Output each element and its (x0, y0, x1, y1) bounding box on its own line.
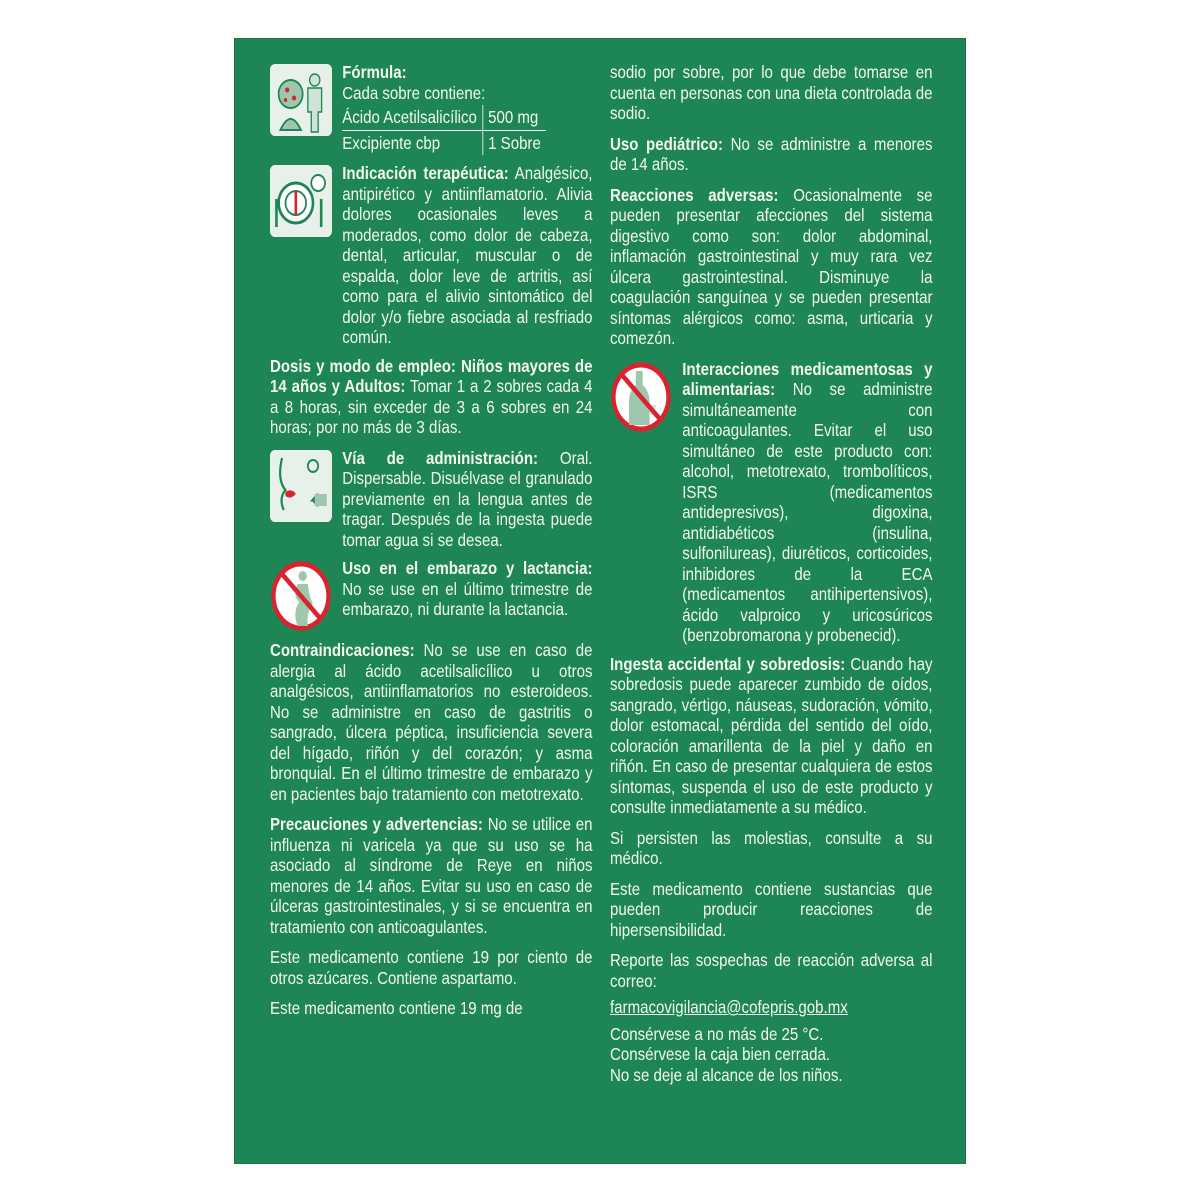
dosis-text: Tomar 1 a 2 sobres cada 4 a 8 horas, sin exceder de 3 a 6 sobres en 24 horas; por no más de 3 días. (270, 376, 593, 437)
hipersensibilidad-text: Este medicamento contiene sustancias que pueden producir reacciones de hipersensibilidad. (610, 878, 933, 940)
embarazo-text: No se use en el último trimestre de embarazo, ni durante la lactancia. (342, 578, 593, 619)
mouth-dissolve-icon (270, 450, 332, 522)
pediatrico-title: Uso pediátrico: (610, 133, 723, 154)
formula-value: 500 mg (483, 105, 546, 130)
reacciones-section (610, 185, 933, 349)
ingesta-title: Ingesta accidental y sobredosis: (610, 653, 846, 674)
conservese-1: Consérvese a no más de 25 °C. (610, 1023, 824, 1044)
dosis-title: Dosis y modo de empleo: Niños mayores de 14 años y Adultos: (270, 355, 593, 396)
pediatrico-text: No se administre a menores de 14 años. (610, 133, 933, 174)
no-alcohol-icon (610, 361, 672, 433)
contraindicaciones-section (270, 640, 593, 804)
interacciones-title: Interacciones medicamentosas y alimentarias: (682, 358, 933, 399)
embarazo-title: Uso en el embarazo y lactancia: (342, 558, 593, 578)
formula-value: 1 Sobre (483, 130, 546, 155)
sodio-text: Este medicamento contiene 19 mg de (270, 998, 523, 1018)
plate-utensils-icon (270, 165, 332, 237)
formula-name: Ácido Acetilsalicílico (342, 105, 482, 130)
body-pain-icon (270, 64, 332, 136)
table-row (342, 130, 546, 155)
indicacion-text: Analgésico, antipirético y antiinflamatorio. Alivia dolores ocasionales leves a moderados, como dolor de cabeza, dental, articular, muscular o de espalda, dolor leve de artritis, así como para el alivio sintomático del dolor y/o fiebre asociada al resfriado común. (342, 163, 593, 347)
reacciones-text: Ocasionalmente se pueden presentar afecciones del sistema digestivo como son: dolor abdominal, inflamación gastrointestinal y muy rara vez úlcera gastrointestinal. Disminuye la coagulación sanguínea y se pueden presentar síntomas alérgicos como: asma, urticaria y comezón. (610, 184, 933, 348)
precauciones-text: No se utilice en influenza ni varicela ya que su uso se ha asociado al síndrome de Reye en niños menores de 14 años. Evitar su uso en caso de úlceras gastrointestinales, y si se encuentra en tratamiento con anticoagulantes. (270, 814, 593, 937)
interacciones-section (610, 359, 933, 646)
email-text[interactable]: farmacovigilancia@cofepris.gob.mx (610, 997, 848, 1017)
reporte-text: Reporte las sospechas de reacción adversa al correo: (610, 950, 933, 991)
interacciones-text: No se administre simultáneamente con anticoagulantes. Evitar el uso simultáneo de este producto con: alcohol, metotrexato, trombolíticos, ISRS (medicamentos antidepresivos), digoxina, antidiabéticos (insulina, sulfonilureas), diuréticos, corticoides, inhibidores de la ECA (medicamentos antihipertensivos), ácido valproico y uricosúricos (benzobromarona y probenecid). (682, 379, 933, 645)
via-section (270, 448, 593, 551)
formula-section (270, 62, 593, 155)
dosis-section (270, 356, 593, 438)
sodio-cont: sodio por sobre, por lo que debe tomarse en cuenta en personas con una dieta controlada de sodio. (610, 62, 933, 123)
ingesta-text: Cuando hay sobredosis puede aparecer zumbido de oídos, sangrado, vértigo, náuseas, sudoración, vómito, dolor estomacal, pérdida del sentido del oído, coloración amarillenta de la piel y daño en riñón. En caso de presentar cualquiera de estos síntomas, suspenda el uso de este producto y consulte inmediatamente a su médico. (610, 653, 933, 817)
no-pregnancy-icon (270, 560, 332, 632)
email-link[interactable] (610, 997, 933, 1018)
formula-intro: Cada sobre contiene: (342, 82, 486, 103)
indicacion-title: Indicación terapéutica: (342, 163, 509, 183)
formula-title: Fórmula: (342, 62, 407, 82)
azucares-text: Este medicamento contiene 19 por ciento de otros azúcares. Contiene aspartamo. (270, 947, 593, 988)
precauciones-section (270, 814, 593, 937)
contra-title: Contraindicaciones: (270, 640, 415, 660)
leaflet-panel (234, 38, 966, 1164)
via-text: Oral. Dispersable. Disuélvase el granulado previamente en la lengua antes de tragar. Después de la ingesta puede tomar agua si se desea. (342, 447, 593, 550)
table-row (342, 105, 546, 130)
indicacion-section (270, 163, 593, 348)
reacciones-title: Reacciones adversas: (610, 184, 779, 205)
contra-text: No se use en caso de alergia al ácido acetilsalicílico u otros analgésicos, antiinflamatorios no esteroideos. No se administre en caso de gastritis o sangrado, úlcera péptica, insuficiencia severa del hígado, riñón y del corazón; y asma bronquial. En el último trimestre de embarazo y en pacientes bajo tratamiento con metotrexato. (270, 640, 593, 804)
conservese-2: Consérvese la caja bien cerrada. (610, 1044, 831, 1064)
embarazo-section (270, 558, 593, 632)
left-column (270, 62, 593, 1029)
precauciones-title: Precauciones y advertencias: (270, 814, 483, 834)
ninos-text: No se deje al alcance de los niños. (610, 1064, 843, 1085)
ingesta-section (610, 654, 933, 818)
persisten-text: Si persisten las molestias, consulte a su médico. (610, 827, 933, 868)
via-title: Vía de administración: (342, 447, 539, 468)
right-column (610, 62, 933, 1085)
formula-name: Excipiente cbp (342, 132, 441, 153)
formula-table (342, 105, 546, 155)
pediatrico-section (610, 134, 933, 175)
